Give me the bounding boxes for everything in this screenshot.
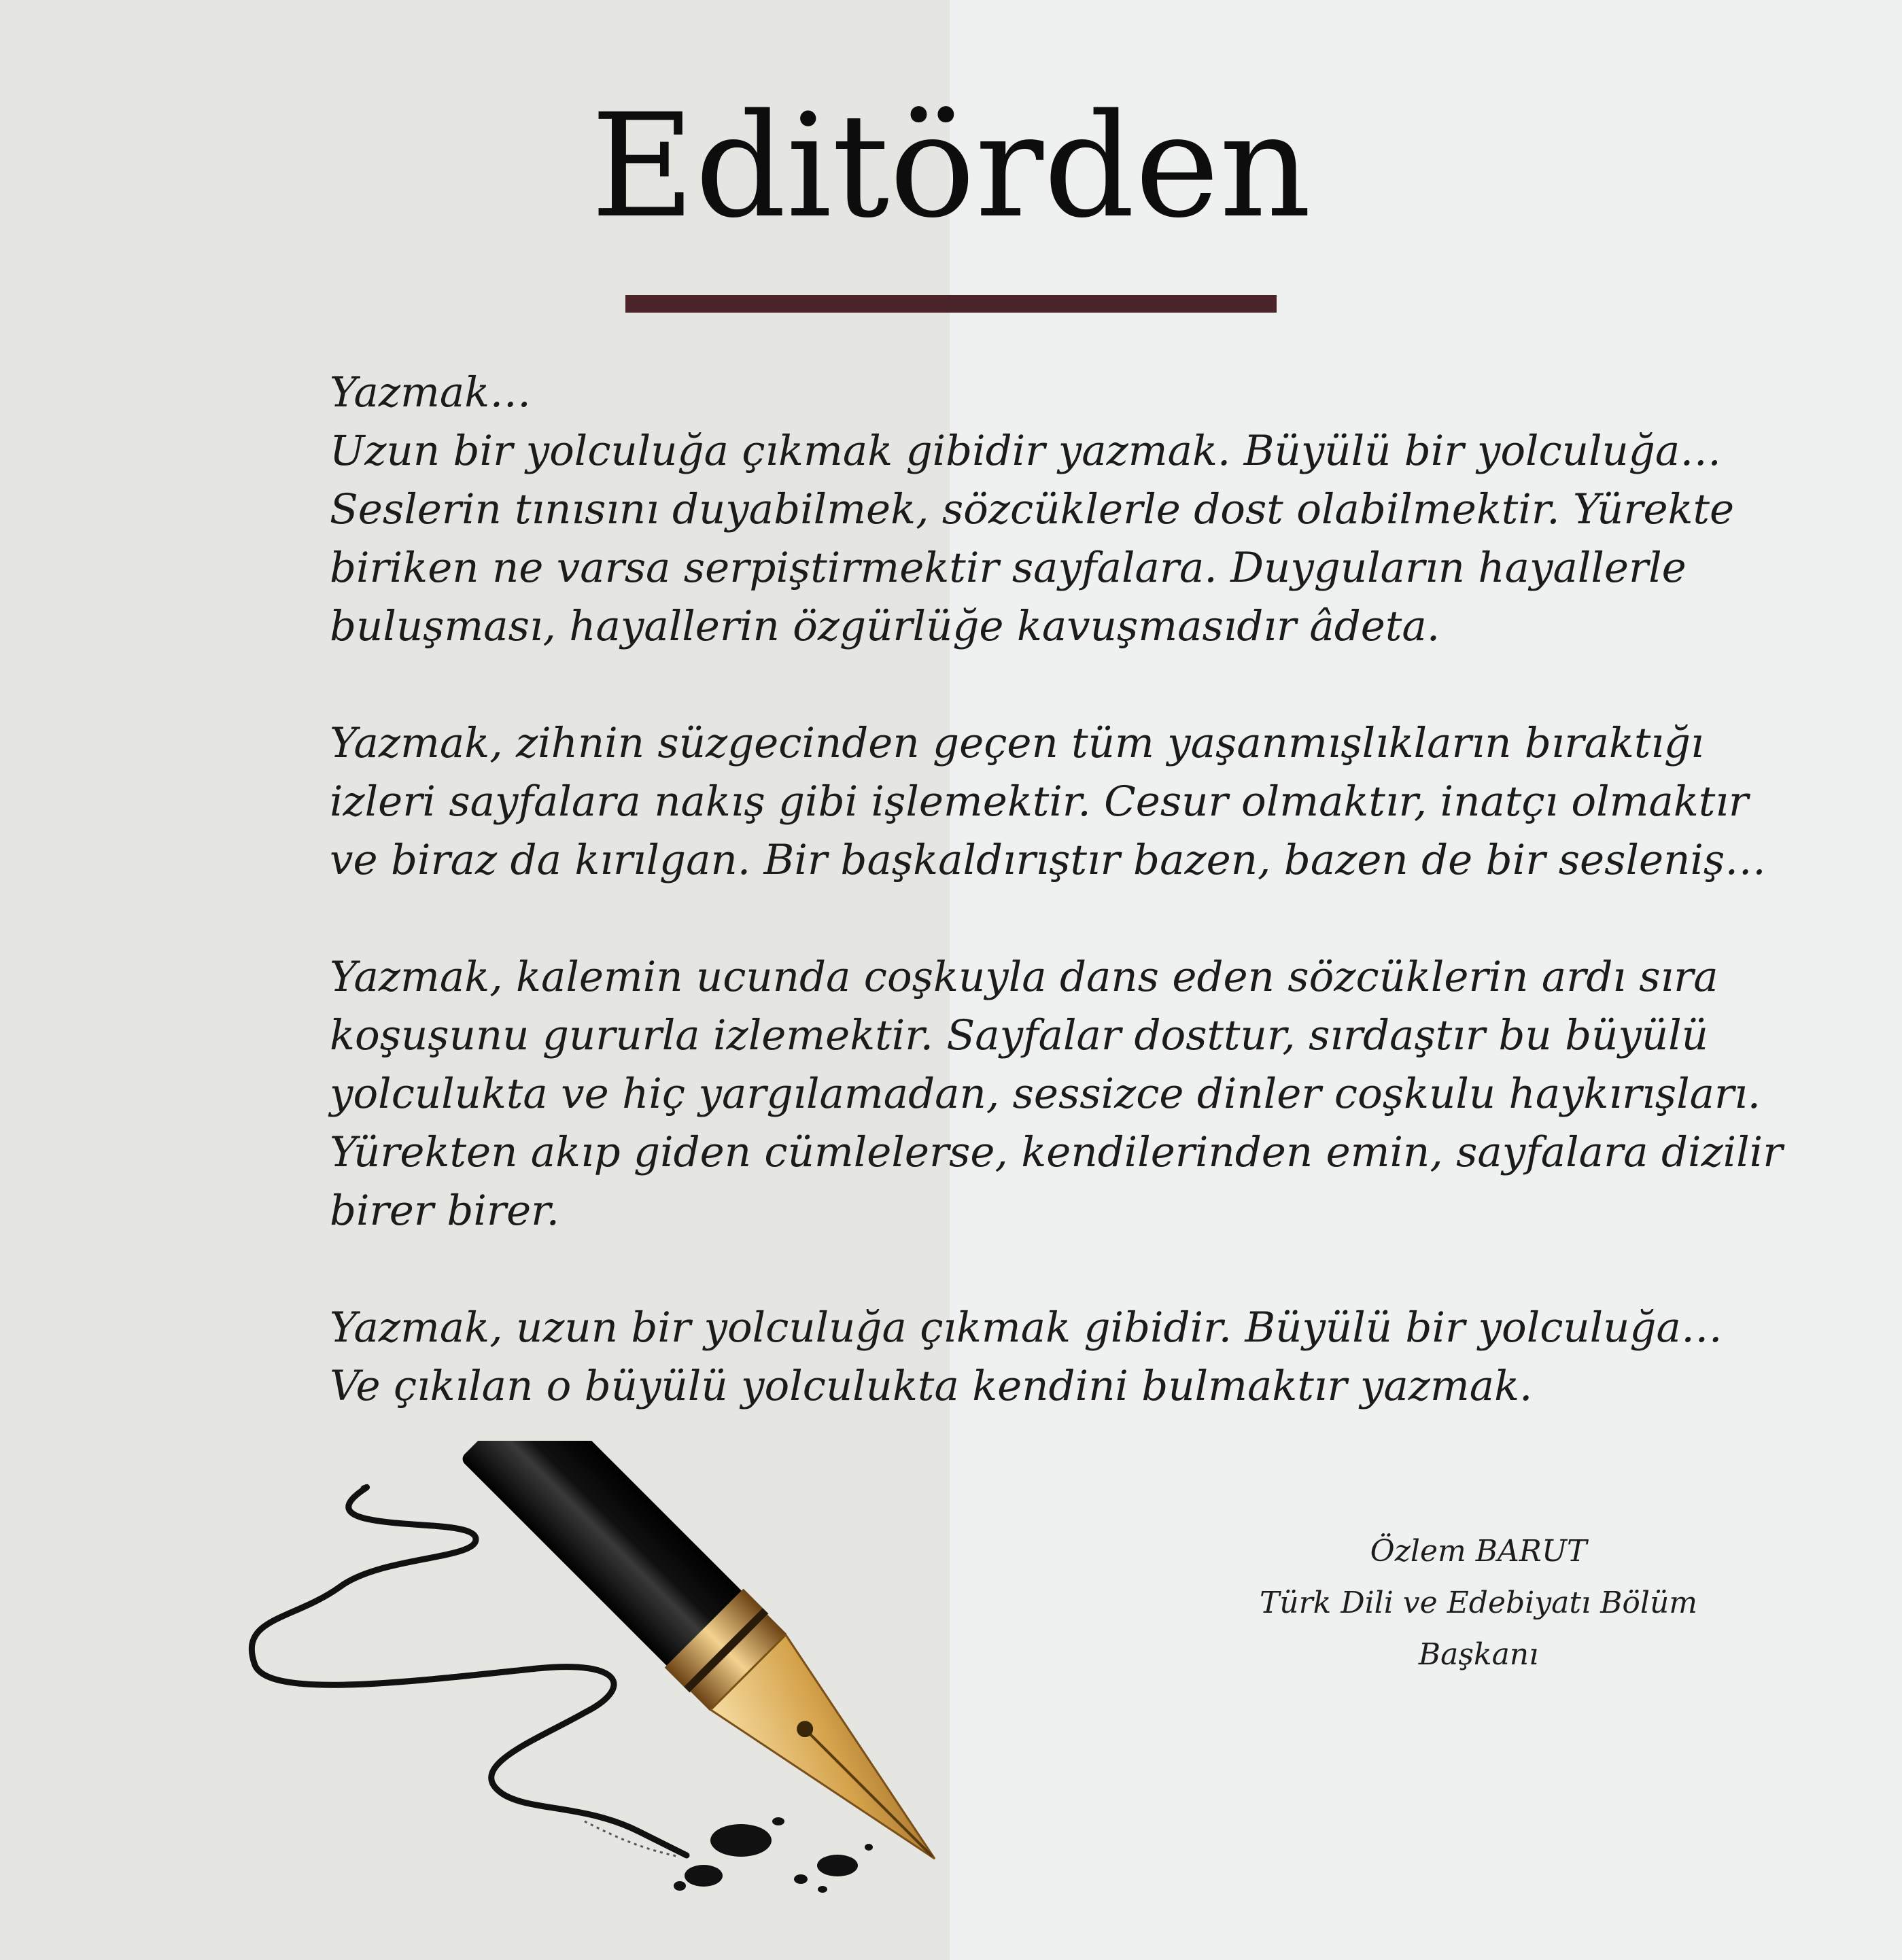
paragraph-1	[330, 364, 1735, 656]
text-line: yolculukta ve hiç yargılamadan, sessizce dinler coşkulu haykırışları.	[330, 1070, 1761, 1118]
title-underline	[625, 295, 1277, 313]
text-line: ve biraz da kırılgan. Bir başkaldırıştır bazen, bazen de bir sesleniş…	[330, 836, 1767, 884]
text-line: Seslerin tınısını duyabilmek, sözcüklerle dost olabilmektir. Yürekte	[330, 485, 1735, 533]
text-line: Yazmak, zihnin süzgecinden geçen tüm yaşanmışlıkların bıraktığı	[330, 719, 1704, 767]
text-line: Uzun bir yolculuğa çıkmak gibidir yazmak. Büyülü bir yolculuğa…	[330, 427, 1722, 475]
paragraph-4	[330, 1299, 1723, 1416]
text-line: buluşması, hayallerin özgürlüğe kavuşmasıdır âdeta.	[330, 602, 1440, 650]
signature-name: Özlem BARUT	[1370, 1534, 1587, 1569]
ink-splatter	[710, 1824, 772, 1857]
paragraph-3	[330, 948, 1783, 1240]
signature-block	[1196, 1526, 1761, 1681]
text-line: Yazmak, uzun bir yolculuğa çıkmak gibidir. Büyülü bir yolculuğa…	[330, 1303, 1723, 1352]
ink-splatter	[772, 1817, 784, 1825]
text-line: Yürekten akıp giden cümlelerse, kendilerinden emin, sayfalara dizilir	[330, 1128, 1783, 1176]
text-line: biriken ne varsa serpiştirmektir sayfalara. Duyguların hayallerle	[330, 544, 1687, 592]
text-line: Ve çıkılan o büyülü yolculukta kendini bulmaktır yazmak.	[330, 1362, 1533, 1410]
paragraph-2	[330, 714, 1767, 890]
ink-splatter	[818, 1886, 827, 1893]
ink-splatter	[794, 1874, 808, 1884]
text-line: Yazmak, kalemin ucunda coşkuyla dans eden sözcüklerin ardı sıra	[330, 953, 1718, 1001]
ink-splatter	[865, 1844, 873, 1851]
letter-body	[330, 364, 1783, 1474]
page-title: Editörden	[590, 83, 1312, 249]
text-line: Yazmak…	[330, 368, 532, 417]
signature-role: Türk Dili ve Edebiyatı Bölüm Başkanı	[1259, 1586, 1698, 1672]
text-line: koşuşunu gururla izlemektir. Sayfalar dosttur, sırdaştır bu büyülü	[330, 1011, 1708, 1060]
ink-splatter	[817, 1855, 858, 1876]
fountain-pen-illustration	[0, 1441, 965, 1903]
text-line: izleri sayfalara nakış gibi işlemektir. Cesur olmaktır, inatçı olmaktır	[330, 777, 1749, 826]
ink-splatter	[685, 1865, 723, 1887]
text-line: birer birer.	[330, 1187, 560, 1235]
ink-splatter	[674, 1881, 686, 1891]
